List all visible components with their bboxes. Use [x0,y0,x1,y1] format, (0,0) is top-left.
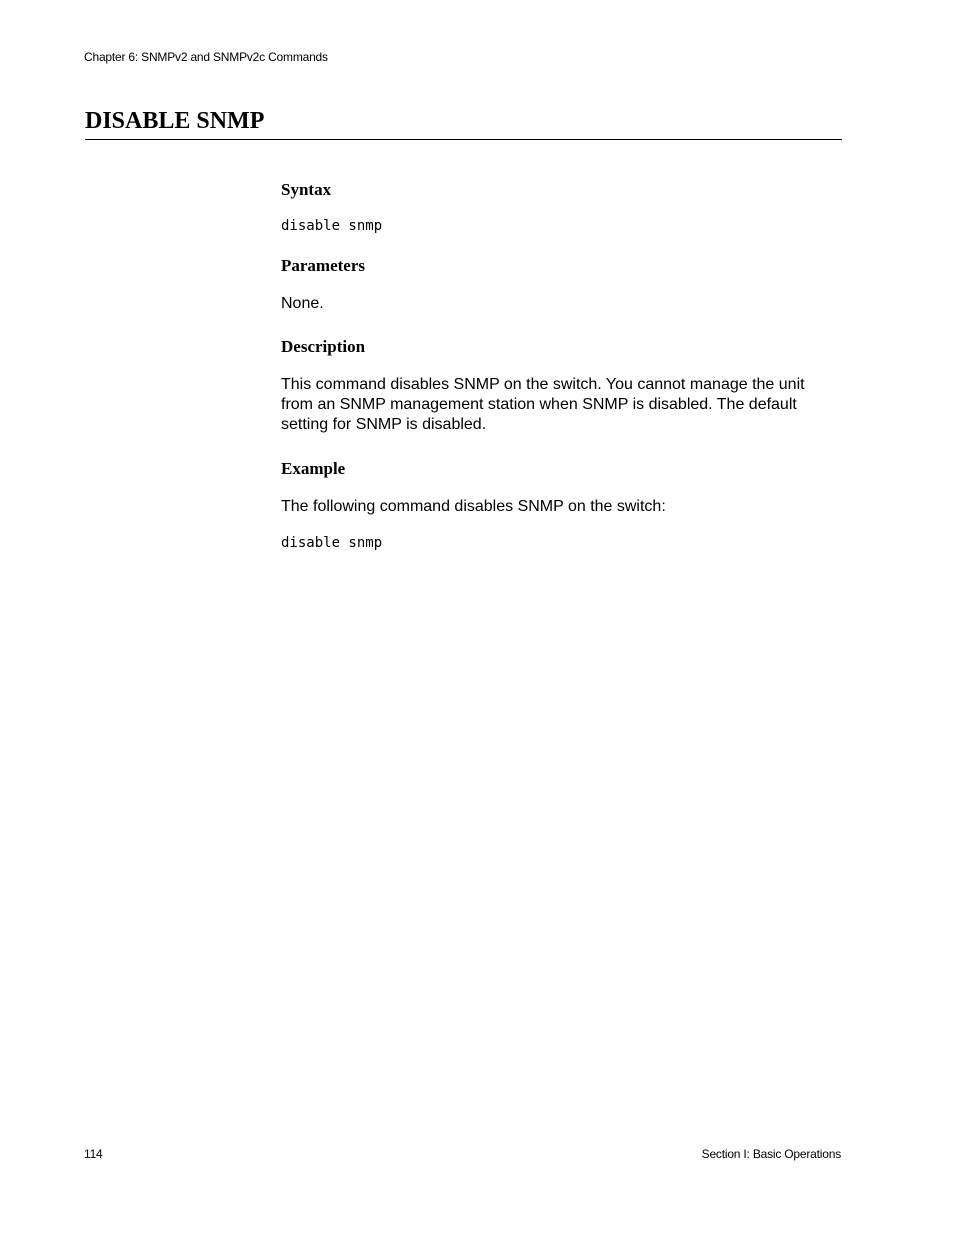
example-heading: Example [281,459,346,478]
page-number: 114 [84,1147,103,1161]
parameters-text: None. [281,295,324,312]
title-rule [85,139,842,140]
page-title: DISABLE SNMP [85,108,265,134]
example-code: disable snmp [281,535,383,551]
description-line: This command disables SNMP on the switch. You cannot manage the unit [281,376,805,393]
description-line: from an SNMP management station when SNMP is disabled. The default [281,396,797,413]
description-heading: Description [281,337,366,356]
running-footer: Section I: Basic Operations [701,1147,841,1161]
syntax-heading: Syntax [281,180,332,199]
example-text: The following command disables SNMP on the switch: [281,498,666,515]
syntax-code: disable snmp [281,218,383,234]
description-text [281,375,843,435]
description-line: setting for SNMP is disabled. [281,416,487,433]
parameters-heading: Parameters [281,256,366,275]
running-header: Chapter 6: SNMPv2 and SNMPv2c Commands [84,50,328,64]
